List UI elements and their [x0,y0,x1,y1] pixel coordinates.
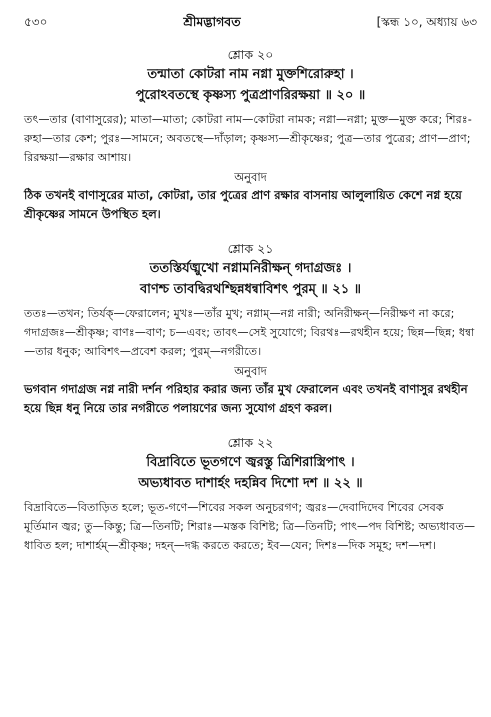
word-meanings: তৎ—তার (বাণাসুরের); মাতা—মাতা; কোটরা নাম—কোটরা নামক; নগ্না—নগ্না; মুক্ত—মুক্ত করে; শিরঃ-রুহা—তার কেশ; পুরঃ—সামনে; অবতস্থে—দাঁড়াল; কৃষ্ণস্য—শ্রীকৃষ্ণের; পুত্র—তার পুত্রের; প্রাণ—প্রাণ; রিরক্ষয়া—রক্ষার আশায়। [24,113,472,164]
sloka-line: পুরোঽবতস্থে কৃষ্ণস্য পুত্রপ্রাণরিরক্ষয়া ॥ ২০ ॥ [135,88,366,103]
chapter-reference: [স্কন্ধ ১০, অধ্যায় ৬৩ [376,15,477,29]
book-title: শ্রীমদ্ভাগবত [183,14,241,29]
verse-20 [24,46,477,224]
sloka-line: বিদ্রাবিতে ভূতগণে জ্বরস্তু ত্রিশিরাস্ত্রিপাৎ । [146,455,355,470]
verse-label: শ্লোক ২০ [227,47,274,62]
sloka-line: বাণশ্চ তাবদ্বিরথশ্ছিন্নধন্বাবিশৎ পুরম্ ॥ ২১ ॥ [139,282,362,297]
verse-label: শ্লোক ২১ [227,241,274,256]
verse-21 [24,240,477,418]
word-meanings: বিদ্রাবিতে—বিতাড়িত হলে; ভূত-গণে—শিবের সকল অনুচরগণ; জ্বরঃ—দেবাদিদেব শিবের সেবক মূর্তিমান জ্বর; তু—কিন্তু; ত্রি—তিনটি; শিরাঃ—মস্তক বিশিষ্ট; ত্রি—তিনটি; পাৎ—পদ বিশিষ্ট; অভ্যধাবত—ধাবিত হল; দাশার্হম্—শ্রীকৃষ্ণ; দহন্—দগ্ধ করতে করতে; ইব—যেন; দিশঃ—দিক সমূহ; দশ—দশ। [24,501,476,552]
sloka-line: তন্মাতা কোটরা নাম নগ্না মুক্তশিরোরুহা । [147,67,354,82]
sloka-line: ততস্তির্যঙ্মুখো নগ্নামনিরীক্ষন্ গদাগ্রজঃ । [149,261,352,276]
verse-22 [24,434,477,555]
translation-text: ভগবান গদাগ্রজ নগ্ন নারী দর্শন পরিহার করার জন্য তাঁর মুখ ফেরালেন এবং তখনই বাণাসুর রথহীন হয়ে ছিন্ন ধনু নিয়ে তার নগরীতে পলায়ণের জন্য সুযোগ গ্রহণ করল। [24,382,468,415]
translation-label: অনুবাদ [234,364,267,378]
verse-label: শ্লোক ২২ [227,435,274,450]
translation-text: ঠিক তখনই বাণাসুরের মাতা, কোটরা, তার পুত্রের প্রাণ রক্ষার বাসনায় আলুলায়িত কেশে নগ্ন হয়ে শ্রীকৃষ্ণের সামনে উপস্থিত হল। [24,188,462,221]
page-header [24,0,477,38]
translation-label: অনুবাদ [234,170,267,184]
word-meanings: ততঃ—তখন; তির্যক্—ফেরালেন; মুখঃ—তাঁর মুখ; নগ্নাম্—নগ্ন নারী; অনিরীক্ষন্—নিরীক্ষণ না করে; গদাগ্রজঃ—শ্রীকৃষ্ণ; বাণঃ—বাণ; চ—এবং; তাবৎ—সেই সুযোগে; বিরথঃ—রথহীন হয়ে; ছিন্ন—ছিন্ন; ধন্বা—তার ধনুক; আবিশৎ—প্রবেশ করল; পুরম্—নগরীতে। [24,307,475,358]
page-number: ৫৩০ [24,15,48,29]
sloka-line: অভ্যধাবত দাশার্হং দহন্নিব দিশো দশ ॥ ২২ ॥ [138,476,363,491]
